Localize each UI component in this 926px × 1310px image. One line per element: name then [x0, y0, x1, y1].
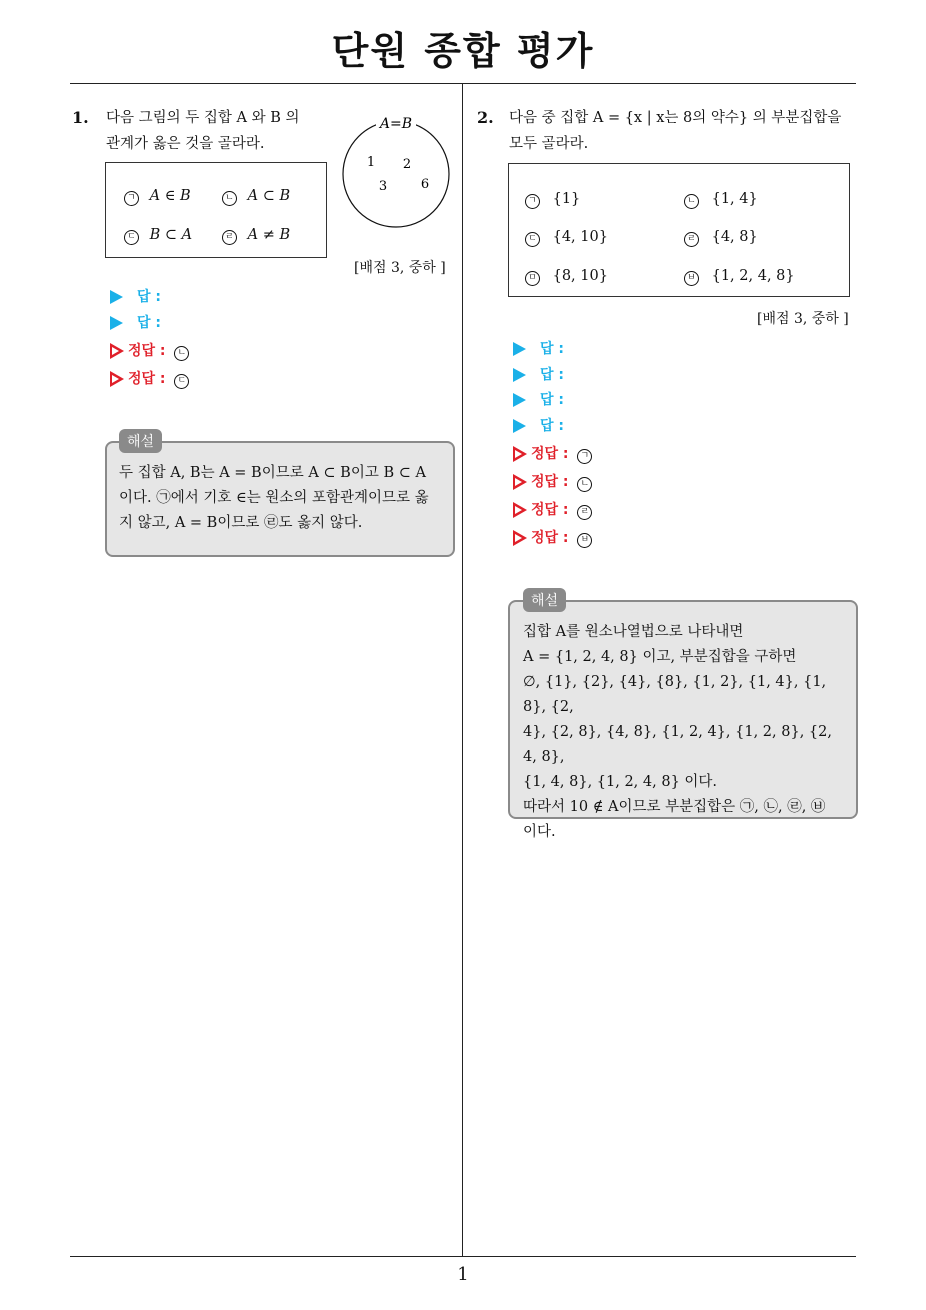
answer-label: 답 :: [540, 367, 564, 383]
correct-value: ㄱ: [577, 449, 592, 464]
choice-text: {1, 4}: [711, 191, 758, 207]
correct-answer-row: [513, 527, 592, 548]
choice-item[interactable]: [124, 227, 192, 245]
answer-label: 답 :: [540, 418, 564, 434]
answer-field[interactable]: [110, 312, 161, 332]
explanation-line: 4}, {2, 8}, {4, 8}, {1, 2, 4}, {1, 2, 8}, {2, 4, 8},: [523, 724, 832, 765]
answer-label: 답 :: [137, 315, 161, 331]
choice-text: A ∈ B: [149, 188, 191, 204]
correct-label: 정답 :: [531, 474, 569, 490]
choice-text: {1, 2, 4, 8}: [711, 268, 795, 284]
venn-element: 1: [366, 155, 376, 170]
correct-value: ㄷ: [174, 374, 189, 389]
page-number: 1: [457, 1264, 469, 1285]
correct-label: 정답 :: [531, 502, 569, 518]
explanation-line: {1, 4, 8}, {1, 2, 4, 8} 이다.: [523, 774, 718, 790]
choice-text: {8, 10}: [552, 268, 608, 284]
explanation-text: [523, 620, 849, 845]
choice-mark: ㄱ: [525, 194, 540, 209]
choice-item[interactable]: [684, 268, 795, 286]
choice-mark: ㄴ: [222, 191, 237, 206]
correct-arrow-icon: [513, 446, 527, 462]
answer-arrow-icon: [110, 316, 123, 330]
explanation-box: [508, 600, 858, 840]
answer-label: 답 :: [540, 392, 564, 408]
explanation-line: 집합 A를 원소나열법으로 나타내면: [523, 624, 744, 640]
footer-divider: [70, 1256, 856, 1257]
correct-value: ㄴ: [174, 346, 189, 361]
choice-item[interactable]: [684, 191, 758, 209]
choice-item[interactable]: [124, 188, 191, 206]
answer-field[interactable]: [513, 389, 564, 409]
explanation-line: ∅, {1}, {2}, {4}, {8}, {1, 2}, {1, 4}, {1, 8}, {2,: [523, 674, 827, 715]
choice-mark: ㄹ: [684, 232, 699, 247]
correct-label: 정답 :: [128, 343, 166, 359]
venn-diagram: [338, 110, 454, 230]
correct-label: 정답 :: [531, 530, 569, 546]
header-divider: [70, 83, 856, 84]
answer-arrow-icon: [513, 368, 526, 382]
choice-text: A ≠ B: [247, 227, 291, 243]
page-title: 단원 종합 평가: [331, 29, 595, 73]
answer-field[interactable]: [110, 286, 161, 306]
question-2-choices-box: [508, 163, 850, 297]
question-2-text: [509, 105, 859, 157]
choice-mark: ㄷ: [525, 232, 540, 247]
explanation-line: 이다.: [523, 824, 556, 840]
question-2-score: [배점 3, 중하 ]: [757, 311, 849, 327]
choice-mark: ㄱ: [124, 191, 139, 206]
question-1-text-line: 관계가 옳은 것을 골라라.: [106, 136, 265, 152]
answer-field[interactable]: [513, 364, 564, 384]
answer-arrow-icon: [513, 393, 526, 407]
explanation-text: [119, 461, 445, 536]
explanation-line: 이다. ㉠에서 기호 ∈는 원소의 포함관계이므로 옳: [119, 490, 429, 506]
explanation-tag: 해설: [119, 429, 162, 453]
choice-mark: ㄴ: [684, 194, 699, 209]
venn-circle: [343, 121, 449, 227]
choice-item[interactable]: [525, 229, 608, 247]
correct-answer-row: [513, 471, 592, 492]
explanation-tag: 해설: [523, 588, 566, 612]
correct-answer-row: [513, 443, 592, 464]
correct-value: ㄹ: [577, 505, 592, 520]
correct-arrow-icon: [513, 502, 527, 518]
choice-item[interactable]: [222, 188, 290, 206]
choice-item[interactable]: [222, 227, 290, 245]
question-1-number: 1.: [72, 108, 89, 127]
choice-mark: ㅁ: [525, 271, 540, 286]
venn-element: 2: [402, 157, 412, 172]
choice-mark: ㄹ: [222, 230, 237, 245]
choice-text: {1}: [552, 191, 581, 207]
answer-arrow-icon: [513, 419, 526, 433]
question-1-text: [106, 105, 336, 157]
choice-mark: ㅂ: [684, 271, 699, 286]
explanation-line: 지 않고, A = B이므로 ㉣도 옳지 않다.: [119, 515, 363, 531]
correct-label: 정답 :: [531, 446, 569, 462]
question-2-number: 2.: [477, 108, 494, 127]
correct-answer-row: [513, 499, 592, 520]
answer-field[interactable]: [513, 415, 564, 435]
question-1-choices-box: [105, 162, 327, 258]
choice-item[interactable]: [525, 191, 580, 209]
choice-item[interactable]: [684, 229, 758, 247]
correct-arrow-icon: [513, 530, 527, 546]
answer-label: 답 :: [137, 289, 161, 305]
explanation-line: 따라서 10 ∉ A이므로 부분집합은 ㉠, ㉡, ㉣, ㉥: [523, 799, 826, 815]
question-2-text-line: 다음 중 집합 A = {x | x는 8의 약수} 의 부분집합을: [509, 110, 842, 126]
question-1-text-line: 다음 그림의 두 집합 A 와 B 의: [106, 110, 300, 126]
choice-text: {4, 8}: [711, 229, 758, 245]
answer-field[interactable]: [513, 338, 564, 358]
correct-answer-row: [110, 368, 189, 389]
venn-element: 6: [420, 177, 430, 192]
venn-label: A=B: [379, 116, 413, 132]
correct-arrow-icon: [110, 371, 124, 387]
column-divider: [462, 84, 463, 1257]
choice-text: B ⊂ A: [149, 227, 193, 243]
correct-arrow-icon: [110, 343, 124, 359]
correct-value: ㄴ: [577, 477, 592, 492]
venn-element: 3: [378, 179, 388, 194]
choice-mark: ㄷ: [124, 230, 139, 245]
explanation-line: A = {1, 2, 4, 8} 이고, 부분집합을 구하면: [523, 649, 797, 665]
choice-text: A ⊂ B: [247, 188, 291, 204]
correct-answer-row: [110, 340, 189, 361]
choice-text: {4, 10}: [552, 229, 608, 245]
explanation-line: 두 집합 A, B는 A = B이므로 A ⊂ B이고 B ⊂ A: [119, 465, 426, 481]
correct-label: 정답 :: [128, 371, 166, 387]
correct-value: ㅂ: [577, 533, 592, 548]
answer-label: 답 :: [540, 341, 564, 357]
explanation-box: [105, 441, 455, 557]
question-1-score: [배점 3, 중하 ]: [354, 260, 446, 276]
answer-arrow-icon: [110, 290, 123, 304]
answer-arrow-icon: [513, 342, 526, 356]
question-2-text-line: 모두 골라라.: [509, 136, 589, 152]
correct-arrow-icon: [513, 474, 527, 490]
choice-item[interactable]: [525, 268, 608, 286]
